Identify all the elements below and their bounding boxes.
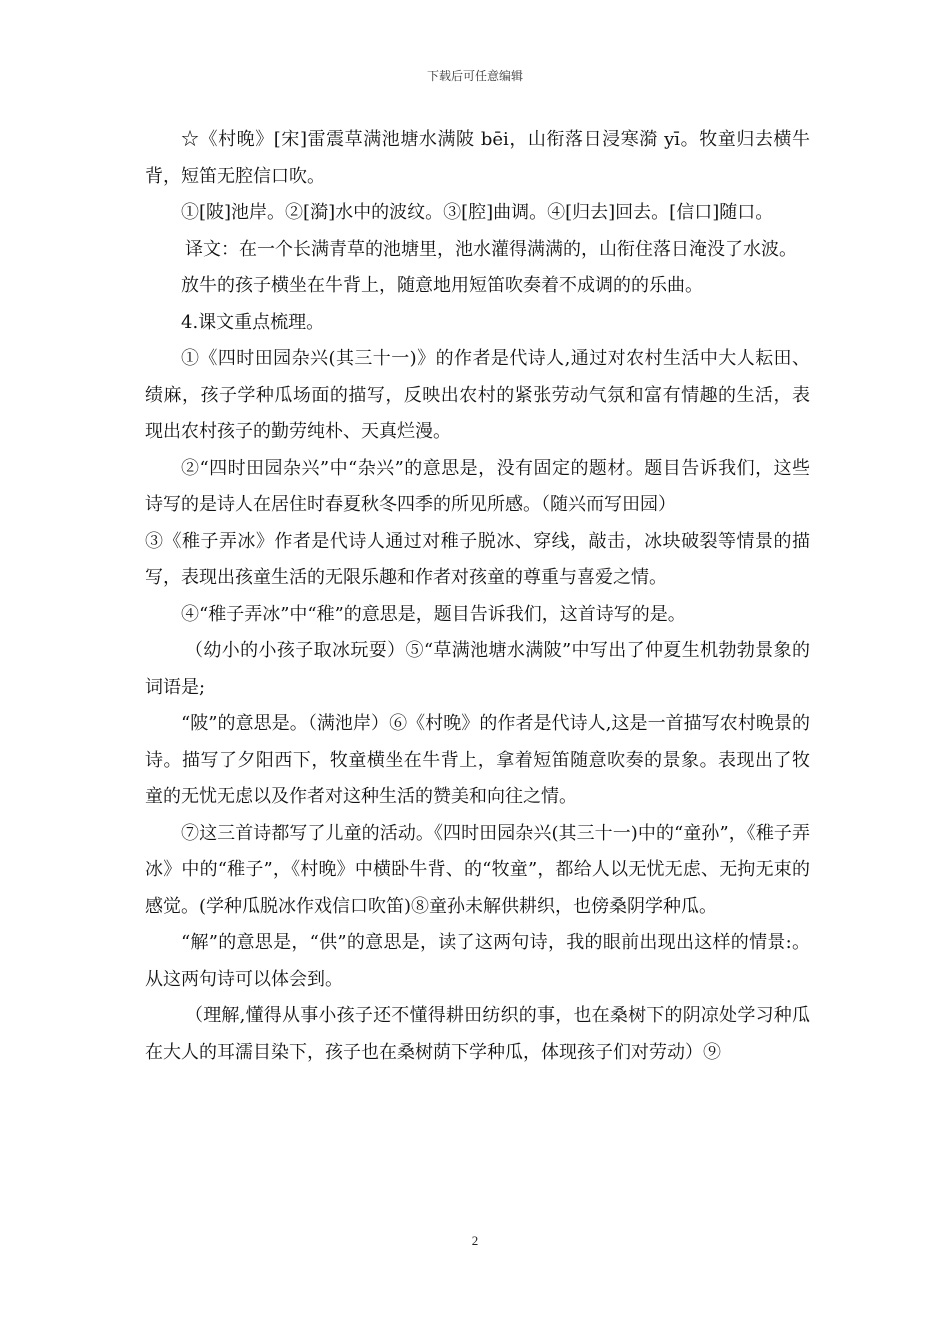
translation-line-2: 放牛的孩子横坐在牛背上，随意地用短笛吹奏着不成调的的乐曲。 xyxy=(181,275,703,296)
point-7: ⑦这三首诗都写了儿童的活动。《四时田园杂兴(其三十一)中的“童孙”，《稚子弄冰》中的“稚子”，《村晚》中横卧牛背、的“牧童”，都给人以无忧无虑、无拘无束的感觉。(学种瓜脱冰作戏信口吹笛)⑧童孙未解供耕织，也傍桑阴学种瓜。 xyxy=(145,822,810,917)
point-8: “解”的意思是，“供”的意思是，读了这两句诗，我的眼前出现出这样的情景:。从这两句诗可以体会到。 xyxy=(145,932,810,990)
poem-cunwan: ☆《村晚》[宋]雷震草满池塘水满陂 bēi，山衔落日浸寒漪 yī。牧童归去横牛背，短笛无腔信口吹。 xyxy=(145,129,810,187)
page-number: 2 xyxy=(471,1233,479,1248)
poem-annotations: ①[陂]池岸。②[漪]水中的波纹。③[腔]曲调。④[归去]回去。[信口]随口。 xyxy=(181,202,774,223)
point-5: （幼小的小孩子取冰玩耍）⑤“草满池塘水满陂”中写出了仲夏生机勃勃景象的词语是; xyxy=(145,640,810,698)
point-2: ②“四时田园杂兴”中“杂兴”的意思是，没有固定的题材。题目告诉我们，这些诗写的是诗人在居住时春夏秋冬四季的所见所感。（随兴而写田园） xyxy=(145,457,810,515)
point-6: “陂”的意思是。（满池岸）⑥《村晚》的作者是代诗人,这是一首描写农村晚景的诗。描写了夕阳西下，牧童横坐在牛背上，拿着短笛随意吹奏的景象。表现出了牧童的无忧无虑以及作者对这种生活的赞美和向往之情。 xyxy=(145,713,810,807)
point-1: ①《四时田园杂兴(其三十一)》的作者是代诗人,通过对农村生活中大人耘田、绩麻，孩子学种瓜场面的描写，反映出农村的紧张劳动气氛和富有情趣的生活，表现出农村孩子的勤劳纯朴、天真烂漫。 xyxy=(145,348,810,442)
document-body xyxy=(145,122,810,1071)
translation-line-1: 译文：在一个长满青草的池塘里，池水灌得满满的，山衔住落日淹没了水波。 xyxy=(185,238,797,260)
point-4: ④“稚子弄冰”中“稚”的意思是，题目告诉我们，这首诗写的是。 xyxy=(181,603,686,625)
point-8-answer: （理解,懂得从事小孩子还不懂得耕田纺织的事，也在桑树下的阴凉处学习种瓜在大人的耳濡目染下，孩子也在桑树荫下学种瓜，体现孩子们对劳动）⑨ xyxy=(145,1005,810,1063)
section-heading: 4.课文重点梳理。 xyxy=(181,311,325,333)
point-3: ③《稚子弄冰》作者是代诗人通过对稚子脱冰、穿线，敲击，冰块破裂等情景的描写，表现出孩童生活的无限乐趣和作者对孩童的尊重与喜爱之情。 xyxy=(145,530,810,588)
page-header: 下载后可任意编辑 xyxy=(426,69,523,83)
